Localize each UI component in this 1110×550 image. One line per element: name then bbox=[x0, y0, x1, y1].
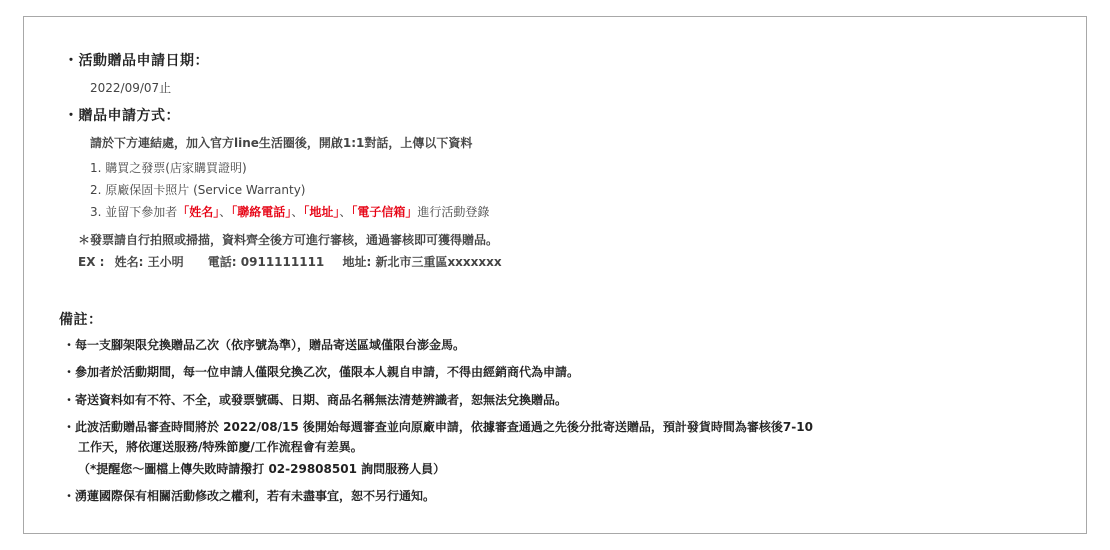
note-item-3: ・寄送資料如有不符、不全，或發票號碼、日期、商品名稱無法清楚辨識者，恕無法兌換贈品。 bbox=[63, 393, 568, 407]
note-reminder: （*提醒您～圖檔上傳失敗時請撥打 02-29808501 詢問服務人員） bbox=[78, 462, 446, 476]
method-intro: 請於下方連結處，加入官方line生活圈後，開啟1:1對話，上傳以下資料 bbox=[90, 136, 473, 150]
method-example bbox=[78, 256, 502, 268]
method-reminder: ＊發票請自行拍照或掃描，資料齊全後方可進行審核，通過審核即可獲得贈品。 bbox=[78, 233, 499, 247]
method-heading: ・贈品申請方式： bbox=[64, 108, 180, 124]
field-name-highlight: 「姓名」 bbox=[177, 205, 220, 219]
example-name: 姓名: 王小明 bbox=[114, 255, 184, 269]
note-item-5: ・湧蓮國際保有相關活動修改之權利，若有未盡事宜，恕不另行通知。 bbox=[63, 489, 436, 503]
content-frame bbox=[23, 16, 1087, 534]
item3-sep-3: 、 bbox=[339, 205, 352, 219]
note-item-2: ・參加者於活動期間，每一位申請人僅限兌換乙次，僅限本人親自申請，不得由經銷商代為申請。 bbox=[63, 365, 580, 379]
item3-sep-1: 、 bbox=[219, 205, 232, 219]
example-label: EX : bbox=[78, 255, 105, 269]
date-heading: ・活動贈品申請日期： bbox=[64, 53, 209, 69]
method-item-1: 1. 購買之發票(店家購買證明) bbox=[90, 161, 247, 175]
item3-sep-2: 、 bbox=[291, 205, 304, 219]
item3-prefix: 3. 並留下參加者 bbox=[90, 205, 178, 219]
note-item-4: ・此波活動贈品審查時間將於 2022/08/15 後開始每週審查並向原廠申請，依據審查通過之先後分批寄送贈品，預計發貨時間為審核後7-10 bbox=[63, 420, 813, 434]
field-email-highlight: 「電子信箱」 bbox=[351, 205, 418, 219]
example-phone: 電話: 0911111111 bbox=[207, 255, 325, 269]
field-phone-highlight: 「聯絡電話」 bbox=[231, 205, 292, 219]
example-address: 地址: 新北市三重區xxxxxxx bbox=[342, 255, 502, 269]
notes-heading: 備註： bbox=[59, 312, 103, 328]
method-item-3 bbox=[90, 206, 489, 218]
note-item-1: ・每一支腳架限兌換贈品乙次（依序號為準），贈品寄送區域僅限台澎金馬。 bbox=[63, 338, 466, 352]
date-value: 2022/09/07止 bbox=[90, 81, 172, 95]
item3-suffix: 進行活動登錄 bbox=[417, 205, 490, 219]
method-item-2: 2. 原廠保固卡照片 (Service Warranty) bbox=[90, 183, 306, 197]
note-item-4-cont: 工作天，將依運送服務/特殊節慶/工作流程會有差異。 bbox=[78, 440, 363, 454]
field-address-highlight: 「地址」 bbox=[303, 205, 340, 219]
